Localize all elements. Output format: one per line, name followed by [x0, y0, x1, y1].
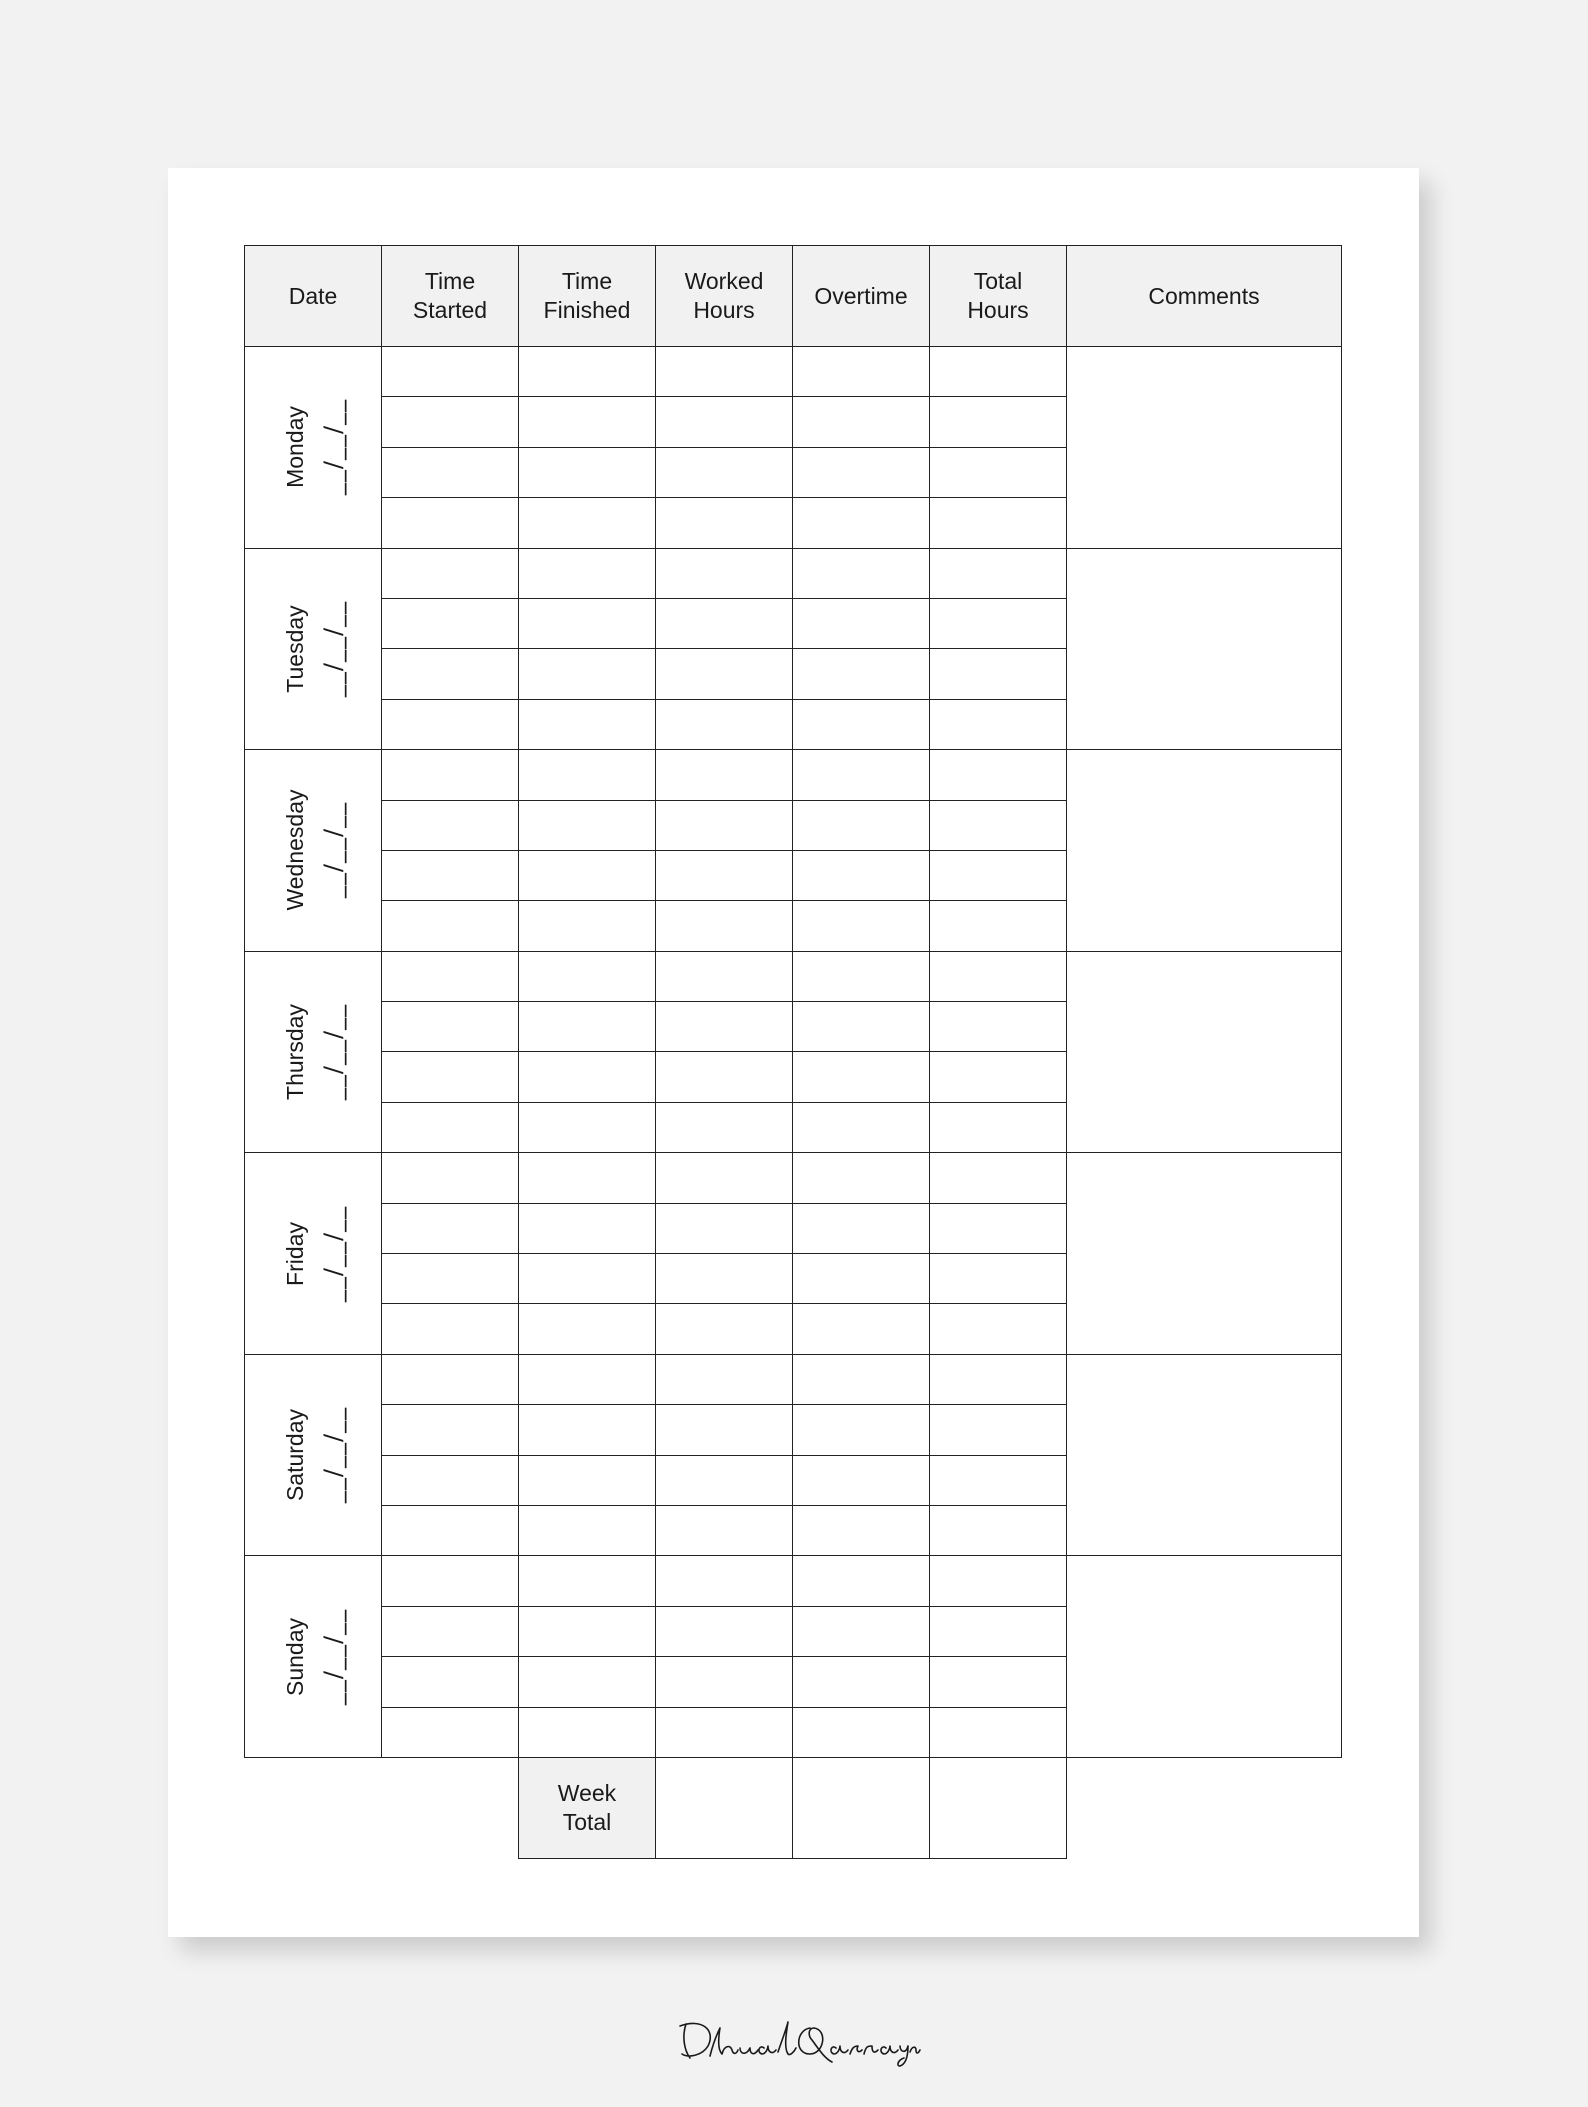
time-finished-cell[interactable]: [519, 1102, 656, 1152]
header-date: Date: [245, 246, 382, 347]
overtime-cell[interactable]: [793, 598, 930, 648]
total-hours-cell[interactable]: [930, 750, 1067, 800]
time-started-cell[interactable]: [382, 447, 519, 497]
overtime-cell[interactable]: [793, 1254, 930, 1304]
time-started-cell[interactable]: [382, 1606, 519, 1656]
timesheet-body: [245, 347, 1342, 1758]
comments-cell[interactable]: [1067, 548, 1342, 750]
footer-spacer: [245, 1757, 519, 1858]
worked-hours-cell[interactable]: [656, 397, 793, 447]
time-finished-cell[interactable]: [519, 1405, 656, 1455]
worked-hours-cell[interactable]: [656, 1102, 793, 1152]
time-started-cell[interactable]: [382, 1354, 519, 1404]
entry-row: [245, 1556, 1342, 1606]
comments-cell[interactable]: [1067, 1354, 1342, 1556]
overtime-cell[interactable]: [793, 347, 930, 397]
time-started-cell[interactable]: [382, 1505, 519, 1555]
comments-cell[interactable]: [1067, 951, 1342, 1153]
overtime-cell[interactable]: [793, 1505, 930, 1555]
date-blank-line[interactable]: __/__/__: [319, 802, 347, 899]
time-finished-cell[interactable]: [519, 1707, 656, 1757]
overtime-cell[interactable]: [793, 397, 930, 447]
worked-hours-cell[interactable]: [656, 1455, 793, 1505]
comments-cell[interactable]: [1067, 1153, 1342, 1355]
worked-hours-cell[interactable]: [656, 498, 793, 548]
week-total-overtime[interactable]: [793, 1757, 930, 1858]
worked-hours-cell[interactable]: [656, 1153, 793, 1203]
overtime-cell[interactable]: [793, 1153, 930, 1203]
day-label-group: [281, 1004, 345, 1100]
worked-hours-cell[interactable]: [656, 951, 793, 1001]
day-date-cell: [245, 548, 382, 750]
entry-row: [245, 750, 1342, 800]
week-total-worked-hours[interactable]: [656, 1757, 793, 1858]
total-hours-cell[interactable]: [930, 1707, 1067, 1757]
total-hours-cell[interactable]: [930, 1052, 1067, 1102]
week-total-total-hours[interactable]: [930, 1757, 1067, 1858]
overtime-cell[interactable]: [793, 498, 930, 548]
header-time-started: Time Started: [382, 246, 519, 347]
time-finished-cell[interactable]: [519, 1203, 656, 1253]
day-date-cell: [245, 1153, 382, 1355]
time-finished-cell[interactable]: [519, 649, 656, 699]
time-started-cell[interactable]: [382, 498, 519, 548]
total-hours-cell[interactable]: [930, 447, 1067, 497]
header-overtime: Overtime: [793, 246, 930, 347]
day-label-group: [281, 1609, 345, 1705]
total-hours-cell[interactable]: [930, 1657, 1067, 1707]
overtime-cell[interactable]: [793, 800, 930, 850]
time-finished-cell[interactable]: [519, 699, 656, 749]
total-hours-cell[interactable]: [930, 1606, 1067, 1656]
time-started-cell[interactable]: [382, 1254, 519, 1304]
overtime-cell[interactable]: [793, 1354, 930, 1404]
worked-hours-cell[interactable]: [656, 1254, 793, 1304]
total-hours-cell[interactable]: [930, 1354, 1067, 1404]
overtime-cell[interactable]: [793, 1556, 930, 1606]
week-total-row: [245, 1757, 1342, 1858]
header-worked-hours: Worked Hours: [656, 246, 793, 347]
time-finished-cell[interactable]: [519, 1455, 656, 1505]
entry-row: [245, 548, 1342, 598]
day-date-cell: [245, 750, 382, 952]
worked-hours-cell[interactable]: [656, 699, 793, 749]
day-date-cell: [245, 347, 382, 549]
worked-hours-cell[interactable]: [656, 1606, 793, 1656]
overtime-cell[interactable]: [793, 699, 930, 749]
day-name: Tuesday: [282, 605, 308, 693]
day-label-group: [281, 1407, 345, 1503]
time-finished-cell[interactable]: [519, 1657, 656, 1707]
time-finished-cell[interactable]: [519, 397, 656, 447]
timesheet-table: [244, 245, 1342, 1859]
overtime-cell[interactable]: [793, 1304, 930, 1354]
overtime-cell[interactable]: [793, 850, 930, 900]
worked-hours-cell[interactable]: [656, 850, 793, 900]
time-started-cell[interactable]: [382, 347, 519, 397]
time-finished-cell[interactable]: [519, 951, 656, 1001]
date-blank-line[interactable]: __/__/__: [319, 399, 347, 496]
time-started-cell[interactable]: [382, 1002, 519, 1052]
overtime-cell[interactable]: [793, 1203, 930, 1253]
date-blank-line[interactable]: __/__/__: [319, 1003, 347, 1101]
overtime-cell[interactable]: [793, 951, 930, 1001]
time-started-cell[interactable]: [382, 1455, 519, 1505]
worked-hours-cell[interactable]: [656, 901, 793, 951]
overtime-cell[interactable]: [793, 1405, 930, 1455]
time-started-cell[interactable]: [382, 1203, 519, 1253]
entry-row: [245, 951, 1342, 1001]
total-hours-cell[interactable]: [930, 1455, 1067, 1505]
time-started-cell[interactable]: [382, 1556, 519, 1606]
time-finished-cell[interactable]: [519, 1556, 656, 1606]
header-comments: Comments: [1067, 246, 1342, 347]
time-finished-cell[interactable]: [519, 1304, 656, 1354]
time-finished-cell[interactable]: [519, 750, 656, 800]
time-finished-cell[interactable]: [519, 1254, 656, 1304]
overtime-cell[interactable]: [793, 1455, 930, 1505]
total-hours-cell[interactable]: [930, 1505, 1067, 1555]
overtime-cell[interactable]: [793, 1707, 930, 1757]
day-date-cell: [245, 1556, 382, 1758]
entry-row: [245, 1354, 1342, 1404]
worked-hours-cell[interactable]: [656, 1304, 793, 1354]
total-hours-cell[interactable]: [930, 1304, 1067, 1354]
footer-spacer-right: [1067, 1757, 1342, 1858]
worked-hours-cell[interactable]: [656, 1002, 793, 1052]
header-total-hours: Total Hours: [930, 246, 1067, 347]
time-started-cell[interactable]: [382, 750, 519, 800]
time-finished-cell[interactable]: [519, 1505, 656, 1555]
time-finished-cell[interactable]: [519, 1052, 656, 1102]
header-row: [245, 246, 1342, 347]
time-started-cell[interactable]: [382, 1405, 519, 1455]
time-started-cell[interactable]: [382, 850, 519, 900]
total-hours-cell[interactable]: [930, 649, 1067, 699]
worked-hours-cell[interactable]: [656, 598, 793, 648]
overtime-cell[interactable]: [793, 649, 930, 699]
time-started-cell[interactable]: [382, 1153, 519, 1203]
entry-row: [245, 347, 1342, 397]
worked-hours-cell[interactable]: [656, 750, 793, 800]
total-hours-cell[interactable]: [930, 1153, 1067, 1203]
worked-hours-cell[interactable]: [656, 1505, 793, 1555]
total-hours-cell[interactable]: [930, 498, 1067, 548]
total-hours-cell[interactable]: [930, 1405, 1067, 1455]
comments-cell[interactable]: [1067, 1556, 1342, 1758]
overtime-cell[interactable]: [793, 1102, 930, 1152]
total-hours-cell[interactable]: [930, 850, 1067, 900]
time-finished-cell[interactable]: [519, 850, 656, 900]
worked-hours-cell[interactable]: [656, 1052, 793, 1102]
time-started-cell[interactable]: [382, 1102, 519, 1152]
overtime-cell[interactable]: [793, 901, 930, 951]
worked-hours-cell[interactable]: [656, 1556, 793, 1606]
worked-hours-cell[interactable]: [656, 447, 793, 497]
total-hours-cell[interactable]: [930, 1254, 1067, 1304]
time-finished-cell[interactable]: [519, 498, 656, 548]
day-date-cell: [245, 951, 382, 1153]
time-started-cell[interactable]: [382, 1707, 519, 1757]
time-started-cell[interactable]: [382, 800, 519, 850]
day-date-cell: [245, 1354, 382, 1556]
total-hours-cell[interactable]: [930, 800, 1067, 850]
time-finished-cell[interactable]: [519, 598, 656, 648]
time-finished-cell[interactable]: [519, 1606, 656, 1656]
time-started-cell[interactable]: [382, 1052, 519, 1102]
overtime-cell[interactable]: [793, 1657, 930, 1707]
day-name: Wednesday: [282, 789, 308, 911]
time-started-cell[interactable]: [382, 649, 519, 699]
overtime-cell[interactable]: [793, 548, 930, 598]
worked-hours-cell[interactable]: [656, 649, 793, 699]
day-name: Sunday: [282, 1617, 308, 1696]
time-started-cell[interactable]: [382, 1304, 519, 1354]
week-total-label: Week Total: [519, 1757, 656, 1858]
time-started-cell[interactable]: [382, 548, 519, 598]
time-finished-cell[interactable]: [519, 548, 656, 598]
total-hours-cell[interactable]: [930, 598, 1067, 648]
day-label-group: [281, 601, 345, 697]
time-finished-cell[interactable]: [519, 901, 656, 951]
day-label-group: [281, 399, 345, 495]
overtime-cell[interactable]: [793, 1002, 930, 1052]
comments-cell[interactable]: [1067, 750, 1342, 952]
time-started-cell[interactable]: [382, 699, 519, 749]
time-started-cell[interactable]: [382, 1657, 519, 1707]
date-blank-line[interactable]: __/__/__: [319, 1407, 347, 1504]
entry-row: [245, 1153, 1342, 1203]
time-finished-cell[interactable]: [519, 800, 656, 850]
day-name: Monday: [282, 406, 308, 489]
day-name: Friday: [282, 1221, 308, 1286]
total-hours-cell[interactable]: [930, 1556, 1067, 1606]
time-finished-cell[interactable]: [519, 447, 656, 497]
total-hours-cell[interactable]: [930, 1203, 1067, 1253]
comments-cell[interactable]: [1067, 347, 1342, 549]
worked-hours-cell[interactable]: [656, 1203, 793, 1253]
day-name: Thursday: [282, 1004, 308, 1100]
time-started-cell[interactable]: [382, 901, 519, 951]
total-hours-cell[interactable]: [930, 1102, 1067, 1152]
worked-hours-cell[interactable]: [656, 800, 793, 850]
worked-hours-cell[interactable]: [656, 1354, 793, 1404]
overtime-cell[interactable]: [793, 750, 930, 800]
signature-logo: [672, 2010, 922, 2070]
total-hours-cell[interactable]: [930, 951, 1067, 1001]
worked-hours-cell[interactable]: [656, 1405, 793, 1455]
time-finished-cell[interactable]: [519, 347, 656, 397]
date-blank-line[interactable]: __/__/__: [319, 600, 347, 697]
timesheet-page: [168, 168, 1419, 1937]
total-hours-cell[interactable]: [930, 548, 1067, 598]
overtime-cell[interactable]: [793, 1606, 930, 1656]
total-hours-cell[interactable]: [930, 699, 1067, 749]
day-name: Saturday: [282, 1409, 308, 1502]
worked-hours-cell[interactable]: [656, 1707, 793, 1757]
header-time-finished: Time Finished: [519, 246, 656, 347]
total-hours-cell[interactable]: [930, 347, 1067, 397]
time-finished-cell[interactable]: [519, 1002, 656, 1052]
overtime-cell[interactable]: [793, 447, 930, 497]
worked-hours-cell[interactable]: [656, 347, 793, 397]
total-hours-cell[interactable]: [930, 1002, 1067, 1052]
worked-hours-cell[interactable]: [656, 1657, 793, 1707]
date-blank-line[interactable]: __/__/__: [319, 1205, 347, 1302]
time-finished-cell[interactable]: [519, 1153, 656, 1203]
time-started-cell[interactable]: [382, 397, 519, 447]
total-hours-cell[interactable]: [930, 397, 1067, 447]
time-finished-cell[interactable]: [519, 1354, 656, 1404]
time-started-cell[interactable]: [382, 598, 519, 648]
worked-hours-cell[interactable]: [656, 548, 793, 598]
day-label-group: [281, 790, 345, 911]
total-hours-cell[interactable]: [930, 901, 1067, 951]
time-started-cell[interactable]: [382, 951, 519, 1001]
date-blank-line[interactable]: __/__/__: [319, 1608, 347, 1705]
overtime-cell[interactable]: [793, 1052, 930, 1102]
day-label-group: [281, 1205, 345, 1301]
